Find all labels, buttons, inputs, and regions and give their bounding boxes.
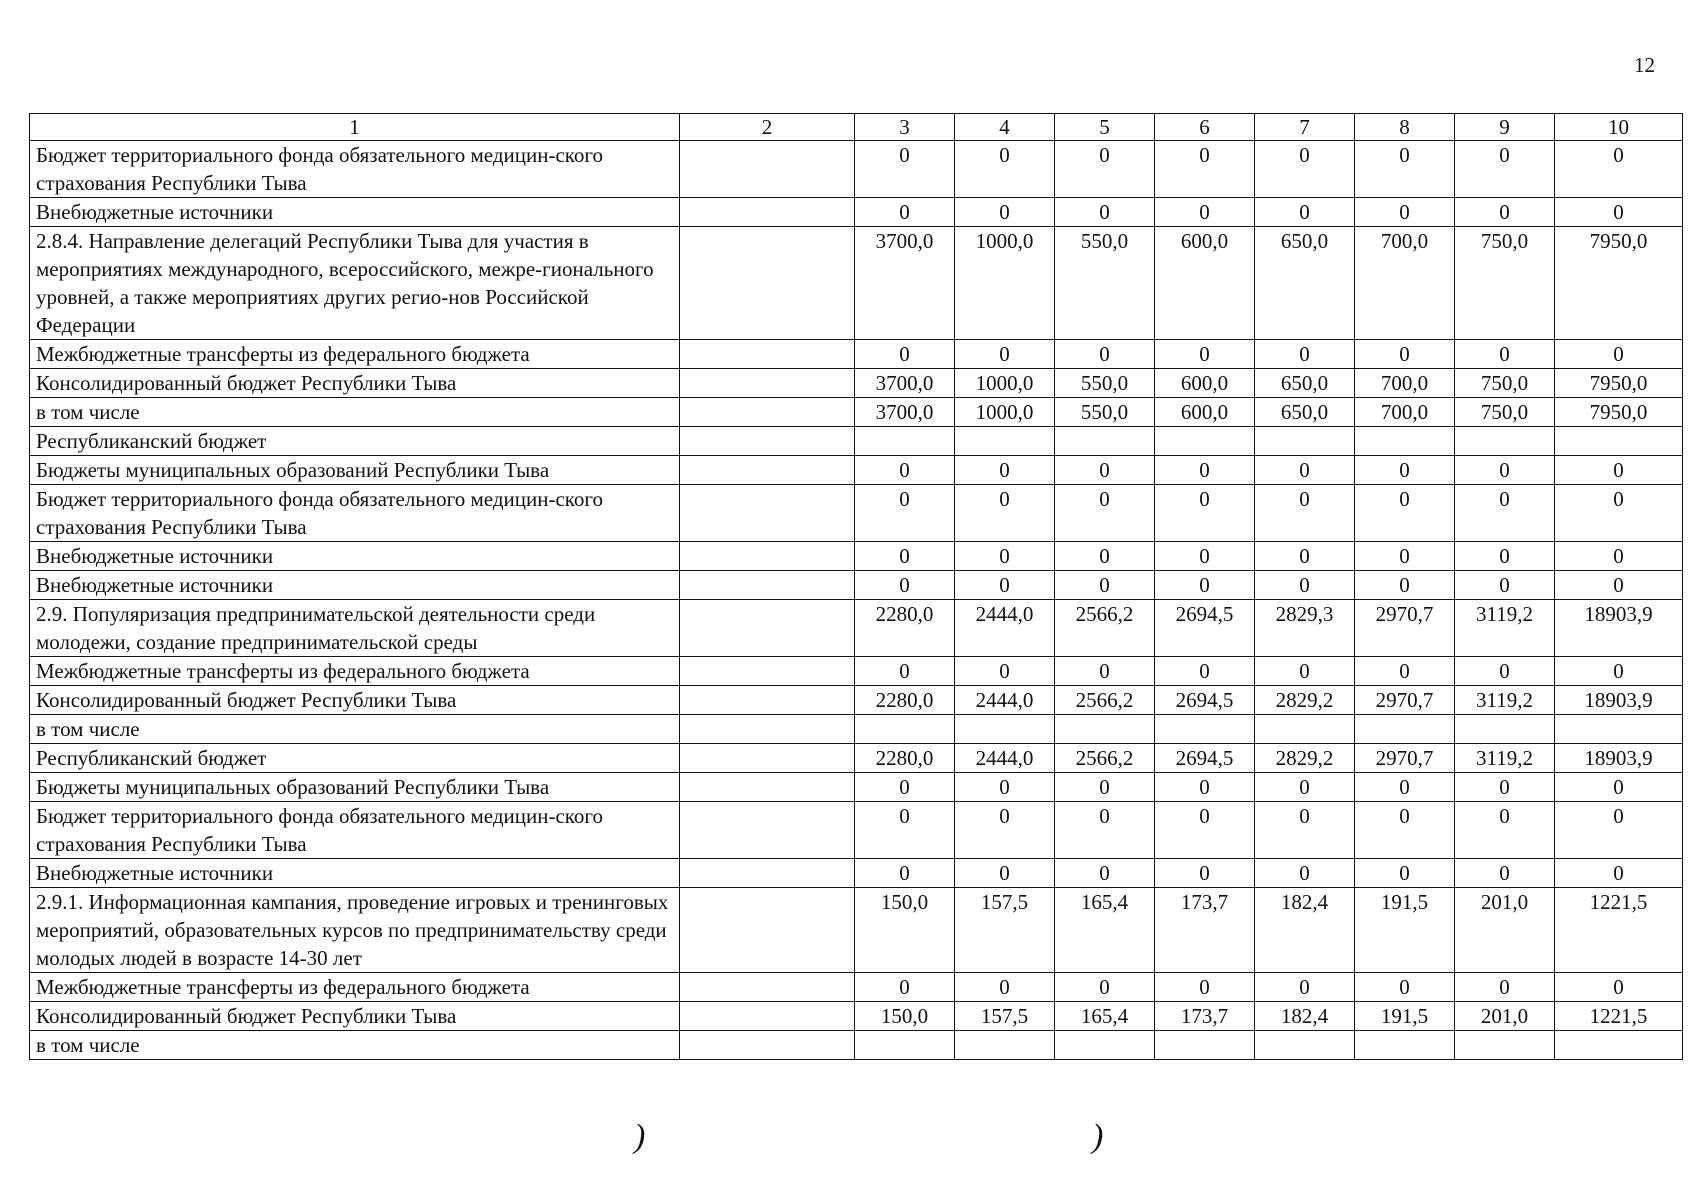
table-row — [30, 1031, 1683, 1060]
table-body — [30, 114, 1683, 1060]
page-number: 12 — [1634, 53, 1655, 77]
row-column-2-cell — [680, 398, 855, 427]
table-row — [30, 141, 1683, 198]
table-row — [30, 198, 1683, 227]
row-value-cell: 201,0 — [1455, 888, 1555, 973]
row-value-cell: 173,7 — [1155, 1002, 1255, 1031]
row-column-2-cell — [680, 198, 855, 227]
row-value-cell: 165,4 — [1055, 1002, 1155, 1031]
row-value-cell: 0 — [1055, 456, 1155, 485]
row-value-cell: 0 — [1555, 141, 1683, 198]
row-value-cell: 0 — [1555, 340, 1683, 369]
row-column-2-cell — [680, 340, 855, 369]
row-label: Консолидированный бюджет Республики Тыва — [30, 686, 680, 715]
row-value-cell: 0 — [1155, 802, 1255, 859]
row-value-cell: 0 — [1355, 657, 1455, 686]
row-value-cell: 0 — [1555, 571, 1683, 600]
row-value-cell: 0 — [1355, 773, 1455, 802]
row-value-cell: 182,4 — [1255, 888, 1355, 973]
row-column-2-cell — [680, 227, 855, 340]
row-value-cell: 150,0 — [855, 888, 955, 973]
row-value-cell: 0 — [955, 141, 1055, 198]
row-value-cell: 0 — [855, 198, 955, 227]
row-value-cell: 7950,0 — [1555, 398, 1683, 427]
row-value-cell: 1000,0 — [955, 369, 1055, 398]
table-row — [30, 686, 1683, 715]
row-value-cell — [855, 715, 955, 744]
row-value-cell: 0 — [1055, 773, 1155, 802]
row-value-cell — [955, 1031, 1055, 1060]
row-value-cell: 0 — [1355, 456, 1455, 485]
row-value-cell: 0 — [1555, 657, 1683, 686]
row-column-2-cell — [680, 859, 855, 888]
row-label: 2.8.4. Направление делегаций Республики Тыва для участия в мероприятиях международного, всероссийского, межре-гионального уровней, а также мероприятиях других регио-нов Российской Федерации — [30, 227, 680, 340]
row-value-cell: 0 — [1355, 859, 1455, 888]
row-label: Внебюджетные источники — [30, 198, 680, 227]
column-header: 6 — [1155, 114, 1255, 141]
row-label: Внебюджетные источники — [30, 542, 680, 571]
row-value-cell: 0 — [1155, 456, 1255, 485]
row-value-cell: 2444,0 — [955, 744, 1055, 773]
row-value-cell: 550,0 — [1055, 369, 1155, 398]
row-value-cell: 2280,0 — [855, 686, 955, 715]
row-value-cell — [1155, 427, 1255, 456]
row-value-cell: 1000,0 — [955, 227, 1055, 340]
row-label: Бюджеты муниципальных образований Республики Тыва — [30, 456, 680, 485]
row-value-cell: 182,4 — [1255, 1002, 1355, 1031]
row-value-cell: 191,5 — [1355, 1002, 1455, 1031]
row-value-cell: 3119,2 — [1455, 686, 1555, 715]
row-value-cell: 0 — [855, 542, 955, 571]
row-value-cell: 0 — [1555, 973, 1683, 1002]
budget-table — [29, 113, 1683, 1060]
row-value-cell: 0 — [1155, 542, 1255, 571]
row-value-cell: 18903,9 — [1555, 600, 1683, 657]
row-value-cell — [1455, 715, 1555, 744]
row-column-2-cell — [680, 456, 855, 485]
row-label: Внебюджетные источники — [30, 859, 680, 888]
row-value-cell: 0 — [1055, 198, 1155, 227]
row-value-cell: 0 — [1455, 340, 1555, 369]
table-header-row — [30, 114, 1683, 141]
row-column-2-cell — [680, 141, 855, 198]
row-value-cell: 173,7 — [1155, 888, 1255, 973]
row-column-2-cell — [680, 888, 855, 973]
row-value-cell: 0 — [955, 859, 1055, 888]
row-value-cell: 0 — [1055, 141, 1155, 198]
table-row — [30, 340, 1683, 369]
row-value-cell: 0 — [1555, 198, 1683, 227]
row-value-cell: 0 — [1255, 973, 1355, 1002]
row-value-cell: 0 — [1155, 657, 1255, 686]
row-value-cell: 0 — [1055, 485, 1155, 542]
row-value-cell: 1221,5 — [1555, 888, 1683, 973]
row-value-cell: 600,0 — [1155, 369, 1255, 398]
row-value-cell: 0 — [1355, 802, 1455, 859]
row-value-cell — [1355, 715, 1455, 744]
row-value-cell: 0 — [1355, 340, 1455, 369]
row-value-cell: 191,5 — [1355, 888, 1455, 973]
row-value-cell: 0 — [855, 773, 955, 802]
footer-mark-right: ) — [1092, 1118, 1104, 1155]
row-value-cell: 0 — [1455, 657, 1555, 686]
row-label: Межбюджетные трансферты из федерального бюджета — [30, 657, 680, 686]
table-row — [30, 657, 1683, 686]
row-label: Республиканский бюджет — [30, 427, 680, 456]
row-label: Внебюджетные источники — [30, 571, 680, 600]
row-value-cell: 0 — [1455, 802, 1555, 859]
row-value-cell: 2829,2 — [1255, 686, 1355, 715]
table-row — [30, 542, 1683, 571]
row-value-cell: 2694,5 — [1155, 600, 1255, 657]
row-value-cell: 0 — [955, 542, 1055, 571]
column-header: 9 — [1455, 114, 1555, 141]
table-row — [30, 369, 1683, 398]
column-header: 7 — [1255, 114, 1355, 141]
row-value-cell — [1455, 1031, 1555, 1060]
row-value-cell: 2566,2 — [1055, 686, 1155, 715]
row-value-cell: 165,4 — [1055, 888, 1155, 973]
row-value-cell: 3119,2 — [1455, 600, 1555, 657]
row-value-cell — [1555, 715, 1683, 744]
table-row — [30, 859, 1683, 888]
row-value-cell — [1155, 715, 1255, 744]
row-value-cell: 0 — [1355, 485, 1455, 542]
row-label: Консолидированный бюджет Республики Тыва — [30, 369, 680, 398]
row-column-2-cell — [680, 802, 855, 859]
row-label: Бюджет территориального фонда обязательного медицин-ского страхования Республики Тыва — [30, 141, 680, 198]
row-value-cell: 201,0 — [1455, 1002, 1555, 1031]
table-row — [30, 1002, 1683, 1031]
row-value-cell: 0 — [955, 340, 1055, 369]
row-label: Республиканский бюджет — [30, 744, 680, 773]
row-value-cell: 0 — [955, 802, 1055, 859]
row-value-cell: 0 — [1155, 859, 1255, 888]
row-column-2-cell — [680, 485, 855, 542]
row-column-2-cell — [680, 1031, 855, 1060]
row-value-cell: 0 — [1355, 141, 1455, 198]
row-value-cell: 0 — [1455, 141, 1555, 198]
row-value-cell: 7950,0 — [1555, 369, 1683, 398]
row-column-2-cell — [680, 657, 855, 686]
row-value-cell — [1155, 1031, 1255, 1060]
table-row — [30, 888, 1683, 973]
table-row — [30, 227, 1683, 340]
table-row — [30, 600, 1683, 657]
row-value-cell: 0 — [855, 859, 955, 888]
row-value-cell — [955, 427, 1055, 456]
row-column-2-cell — [680, 686, 855, 715]
row-label: Бюджеты муниципальных образований Республики Тыва — [30, 773, 680, 802]
row-value-cell: 2829,3 — [1255, 600, 1355, 657]
row-value-cell: 3119,2 — [1455, 744, 1555, 773]
row-value-cell: 0 — [1455, 859, 1555, 888]
row-value-cell: 3700,0 — [855, 398, 955, 427]
row-value-cell — [1255, 1031, 1355, 1060]
table-row — [30, 398, 1683, 427]
row-value-cell: 3700,0 — [855, 369, 955, 398]
row-value-cell: 0 — [955, 657, 1055, 686]
row-label: Межбюджетные трансферты из федерального бюджета — [30, 973, 680, 1002]
row-value-cell: 0 — [1455, 485, 1555, 542]
row-value-cell — [1055, 1031, 1155, 1060]
row-value-cell: 0 — [955, 485, 1055, 542]
row-value-cell: 1221,5 — [1555, 1002, 1683, 1031]
row-value-cell: 150,0 — [855, 1002, 955, 1031]
row-value-cell: 0 — [955, 571, 1055, 600]
row-value-cell: 0 — [1155, 773, 1255, 802]
row-value-cell: 0 — [1255, 456, 1355, 485]
row-value-cell: 0 — [1555, 456, 1683, 485]
table-row — [30, 485, 1683, 542]
row-value-cell: 0 — [1355, 198, 1455, 227]
row-value-cell: 2444,0 — [955, 686, 1055, 715]
row-value-cell: 0 — [1255, 773, 1355, 802]
row-value-cell: 0 — [1455, 198, 1555, 227]
row-value-cell: 0 — [1355, 571, 1455, 600]
row-column-2-cell — [680, 369, 855, 398]
row-value-cell: 0 — [1455, 542, 1555, 571]
table-row — [30, 744, 1683, 773]
row-label: в том числе — [30, 398, 680, 427]
row-value-cell: 0 — [855, 657, 955, 686]
row-value-cell: 0 — [1555, 802, 1683, 859]
row-value-cell: 0 — [955, 198, 1055, 227]
row-value-cell: 0 — [1455, 773, 1555, 802]
row-value-cell: 0 — [1155, 340, 1255, 369]
row-label: в том числе — [30, 1031, 680, 1060]
row-value-cell: 0 — [1355, 542, 1455, 571]
row-value-cell: 2444,0 — [955, 600, 1055, 657]
table-row — [30, 427, 1683, 456]
row-value-cell: 2566,2 — [1055, 600, 1155, 657]
row-value-cell: 0 — [1055, 340, 1155, 369]
row-value-cell: 0 — [1255, 198, 1355, 227]
row-value-cell: 0 — [1555, 542, 1683, 571]
column-header: 1 — [30, 114, 680, 141]
row-value-cell — [1355, 427, 1455, 456]
column-header: 5 — [1055, 114, 1155, 141]
row-column-2-cell — [680, 715, 855, 744]
table-row — [30, 571, 1683, 600]
row-value-cell: 2970,7 — [1355, 686, 1455, 715]
row-value-cell: 700,0 — [1355, 227, 1455, 340]
row-column-2-cell — [680, 973, 855, 1002]
row-value-cell: 0 — [855, 340, 955, 369]
row-value-cell: 650,0 — [1255, 398, 1355, 427]
column-header: 2 — [680, 114, 855, 141]
row-value-cell: 2970,7 — [1355, 744, 1455, 773]
row-value-cell: 0 — [855, 141, 955, 198]
row-value-cell: 0 — [1255, 141, 1355, 198]
row-value-cell: 2694,5 — [1155, 686, 1255, 715]
row-value-cell: 18903,9 — [1555, 686, 1683, 715]
row-value-cell: 0 — [1155, 485, 1255, 542]
row-value-cell: 650,0 — [1255, 227, 1355, 340]
row-column-2-cell — [680, 1002, 855, 1031]
row-value-cell: 0 — [1455, 456, 1555, 485]
row-value-cell: 0 — [1055, 973, 1155, 1002]
row-label: 2.9.1. Информационная кампания, проведение игровых и тренинговых мероприятий, образовательных курсов по предпринимательству среди молодых людей в возрасте 14-30 лет — [30, 888, 680, 973]
row-value-cell: 0 — [1155, 141, 1255, 198]
row-value-cell: 2566,2 — [1055, 744, 1155, 773]
row-column-2-cell — [680, 600, 855, 657]
row-value-cell: 650,0 — [1255, 369, 1355, 398]
row-label: Бюджет территориального фонда обязательного медицин-ского страхования Республики Тыва — [30, 802, 680, 859]
row-value-cell: 2829,2 — [1255, 744, 1355, 773]
row-value-cell: 157,5 — [955, 888, 1055, 973]
table-row — [30, 456, 1683, 485]
column-header: 10 — [1555, 114, 1683, 141]
row-value-cell: 0 — [1055, 859, 1155, 888]
row-value-cell: 0 — [1255, 485, 1355, 542]
row-value-cell: 3700,0 — [855, 227, 955, 340]
row-value-cell: 2970,7 — [1355, 600, 1455, 657]
row-column-2-cell — [680, 744, 855, 773]
row-value-cell: 0 — [955, 973, 1055, 1002]
row-value-cell: 750,0 — [1455, 398, 1555, 427]
row-value-cell: 0 — [1255, 340, 1355, 369]
row-value-cell: 0 — [1455, 973, 1555, 1002]
row-value-cell — [855, 1031, 955, 1060]
row-value-cell: 0 — [1155, 571, 1255, 600]
row-value-cell: 2280,0 — [855, 600, 955, 657]
table-row — [30, 973, 1683, 1002]
row-value-cell: 0 — [1055, 542, 1155, 571]
row-value-cell: 0 — [1055, 657, 1155, 686]
row-value-cell: 0 — [1155, 198, 1255, 227]
row-value-cell: 0 — [855, 571, 955, 600]
row-label: Бюджет территориального фонда обязательного медицин-ского страхования Республики Тыва — [30, 485, 680, 542]
row-value-cell: 0 — [855, 456, 955, 485]
column-header: 4 — [955, 114, 1055, 141]
row-value-cell: 0 — [1155, 973, 1255, 1002]
row-value-cell: 700,0 — [1355, 398, 1455, 427]
row-value-cell: 0 — [855, 973, 955, 1002]
row-value-cell: 0 — [955, 456, 1055, 485]
row-value-cell: 0 — [1555, 773, 1683, 802]
row-value-cell: 0 — [1355, 973, 1455, 1002]
row-value-cell: 0 — [1255, 859, 1355, 888]
row-value-cell: 550,0 — [1055, 398, 1155, 427]
row-value-cell: 0 — [1555, 859, 1683, 888]
row-value-cell: 2694,5 — [1155, 744, 1255, 773]
row-value-cell: 600,0 — [1155, 227, 1255, 340]
column-header: 8 — [1355, 114, 1455, 141]
row-value-cell: 0 — [1255, 542, 1355, 571]
row-value-cell: 0 — [1055, 571, 1155, 600]
row-value-cell: 0 — [955, 773, 1055, 802]
row-value-cell: 7950,0 — [1555, 227, 1683, 340]
row-value-cell — [855, 427, 955, 456]
row-value-cell: 18903,9 — [1555, 744, 1683, 773]
row-value-cell: 157,5 — [955, 1002, 1055, 1031]
row-value-cell — [1555, 427, 1683, 456]
row-value-cell: 550,0 — [1055, 227, 1155, 340]
row-value-cell — [1555, 1031, 1683, 1060]
row-label: 2.9. Популяризация предпринимательской деятельности среди молодежи, создание предпринимательской среды — [30, 600, 680, 657]
row-value-cell: 1000,0 — [955, 398, 1055, 427]
row-label: Межбюджетные трансферты из федерального бюджета — [30, 340, 680, 369]
row-value-cell — [955, 715, 1055, 744]
footer-mark-left: ) — [634, 1118, 646, 1155]
row-value-cell: 2280,0 — [855, 744, 955, 773]
row-value-cell — [1055, 715, 1155, 744]
table-row — [30, 715, 1683, 744]
row-value-cell: 0 — [1055, 802, 1155, 859]
row-column-2-cell — [680, 427, 855, 456]
row-value-cell — [1255, 427, 1355, 456]
row-value-cell: 700,0 — [1355, 369, 1455, 398]
row-value-cell: 0 — [855, 802, 955, 859]
row-column-2-cell — [680, 571, 855, 600]
row-value-cell: 750,0 — [1455, 369, 1555, 398]
column-header: 3 — [855, 114, 955, 141]
row-value-cell — [1055, 427, 1155, 456]
row-value-cell: 0 — [855, 485, 955, 542]
row-value-cell: 0 — [1455, 571, 1555, 600]
row-value-cell: 0 — [1255, 571, 1355, 600]
row-column-2-cell — [680, 542, 855, 571]
row-value-cell — [1255, 715, 1355, 744]
row-value-cell — [1355, 1031, 1455, 1060]
row-value-cell: 0 — [1555, 485, 1683, 542]
row-value-cell: 0 — [1255, 802, 1355, 859]
row-value-cell: 600,0 — [1155, 398, 1255, 427]
row-value-cell — [1455, 427, 1555, 456]
row-label: Консолидированный бюджет Республики Тыва — [30, 1002, 680, 1031]
row-label: в том числе — [30, 715, 680, 744]
table-row — [30, 802, 1683, 859]
row-column-2-cell — [680, 773, 855, 802]
row-value-cell: 0 — [1255, 657, 1355, 686]
table-row — [30, 773, 1683, 802]
row-value-cell: 750,0 — [1455, 227, 1555, 340]
